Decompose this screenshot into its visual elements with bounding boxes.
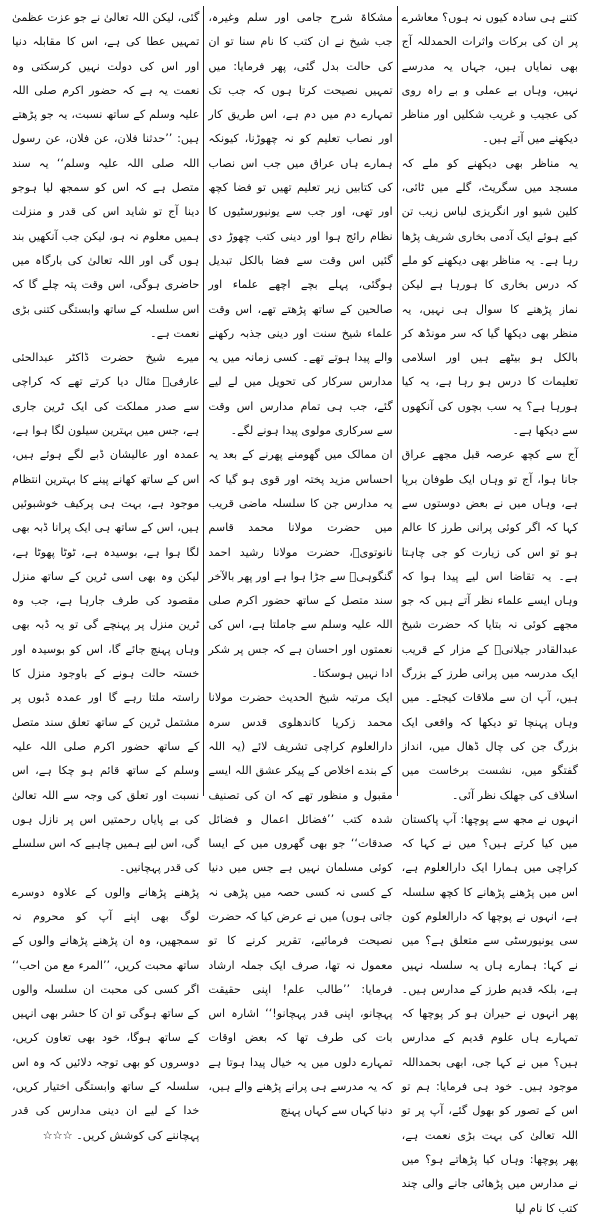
paragraph: یہ مناظر بھی دیکھنے کو ملے کہ مسجد میں سگریٹ، گلے میں ٹائی، کلین شیو اور انگریزی لباس زیب تن کیے ہوئے ایک آدمی بخاری شریف پڑھا رہا ہے۔ یہ مناظر بھی دیکھنے کو ملے کہ درس بخاری کا ہورہا ہے لیکن نماز پڑھنے کا سوال ہی نہیں، یہ منظر بھی دیکھا گیا کہ سر مونڈھ کر بالکل ہو بیٹھے ہیں اور اسلامی تعلیمات کا درس ہو رہا ہے، یہ کیا ہورہا ہے؟ یہ سب بچوں کی آنکھوں سے دیکھا ہے۔ <box>401 156 578 438</box>
paragraph: آج سے کچھ عرصہ قبل مجھے عراق جانا ہوا، آج تو وہاں ایک طوفان برپا ہے، وہاں میں نے بعض دوستوں سے کہا کہ اگر کوئی پرانی طرز کا عالم ہو تو اس کی زیارت کو جی چاہتا ہے۔ یہ تقاضا اس لیے پیدا ہوا کہ وہاں ایسے علماء نظر آتے ہیں کہ جو مجھے کوئی نہ بتایا کہ حضرت شیخ عبدالقادر جیلانیؒ کے مزار کے قریب ایک مدرسہ میں پرانی طرز کے بزرگ ہیں، آپ ان سے ملاقات کیجئے۔ میں وہاں پہنچا تو دیکھا کہ واقعی ایک بزرگ جن کی چال ڈھال میں، انداز گفتگو میں، نشست برخاست میں اسلاف کی جھلک نظر آئی۔ <box>401 448 578 802</box>
paragraph: انہوں نے مجھ سے پوچھا: آپ پاکستان میں کیا کرتے ہیں؟ میں نے کہا کہ کراچی میں ہمارا ایک دارالعلوم ہے، اس میں پڑھنے پڑھانے کا کچھ سلسلہ ہے، انہوں نے پوچھا کہ دارالعلوم کون سی یونیورسٹی سے متعلق ہے؟ میں نے کہا: ہمارے ہاں یہ سلسلہ نہیں ہے، بلکہ قدیم طرز کے مدارس ہیں۔ پھر انہوں نے حیران ہو کر پوچھا کہ تمہارے ہاں علوم قدیم کے مدارس ہیں؟ میں نے کہا جی، ابھی بحمداللہ موجود ہیں۔ خود ہی فرمایا: ہم تو اس کے تصور کو بھول گئے، آپ پر تو اللہ تعالیٰ کی بہت بڑی نعمت ہے، پھر پوچھا: وہاں کیا پڑھاتے ہو؟ میں نے مدارس میں پڑھائی جانے والی چند کتب کا نام لیا <box>401 812 578 1215</box>
paragraph: کتنے ہی سادہ کیوں نہ ہوں؟ معاشرے پر ان کی برکات واثرات الحمدللہ آج بھی نمایاں ہیں، جہاں یہ مدرسے نہیں، وہاں بے عملی و بے راہ روی کی عجیب و غریب شکلیں اور مناظر دیکھنے میں آتے ہیں۔ <box>401 11 578 146</box>
text-column-left <box>8 6 203 1142</box>
paragraph: ان ممالک میں گھومنے پھرنے کے بعد یہ احساس مزید پختہ اور قوی ہو گیا کہ یہ مدارس جن کا سلسلہ ماضی قریب میں حضرت مولانا محمد قاسم نانوتویؒ، حضرت مولانا رشید احمد گنگوہیؒ سے جڑا ہوا ہے اور پھر بالآخر سند متصل کے ساتھ حضور اکرم صلی اللہ علیہ وسلم سے جاملتا ہے، اس کی نعمتوں اور احسان ہے کہ جس پر شکر ادا نہیں ہوسکتا۔ <box>208 448 393 681</box>
paragraph: میرے شیخ حضرت ڈاکٹر عبدالحئی عارفیؒ مثال دیا کرتے تھے کہ کراچی سے صدر مملکت کی ایک ٹرین جاری ہے، جس میں بہترین سیلون لگا ہوا ہے، عمدہ اور عالیشان ڈبے لگے ہوئے ہیں، اس کے ساتھ کھانے پینے کا بہترین انتظام موجود ہے، بہت ہی پرکیف خوشبوئیں ہیں، اس کے ساتھ ہی ایک پرانا ڈبہ بھی لگا ہوا ہے، بوسیدہ ہے، ٹوٹا پھوٹا ہے، لیکن وہ بھی اسی ٹرین کے ساتھ منزل مقصود کی طرف جارہا ہے، جب وہ ٹرین منزل پر پہنچے گی تو یہ ڈبہ بھی وہاں پہنچ جائے گا، اس کو بوسیدہ اور خستہ حالت ہونے کے باوجود منزل کا راستہ ملتا رہے گا اور عمدہ ڈبوں پر مشتمل ٹرین کے ساتھ تعلق سند متصل کے ساتھ حضور اکرم صلی اللہ علیہ وسلم کے ساتھ قائم ہو چکا ہے، اس نسبت اور تعلق کی وجہ سے اللہ تعالیٰ کی بے پایاں رحمتیں اس پر نازل ہوں گی، اس لیے ہمیں چاہیے کہ اس سلسلے کی قدر پہچانیں۔ <box>12 351 200 875</box>
paragraph: مشکاۃ شرح جامی اور سلم وغیرہ، جب شیخ نے ان کتب کا نام سنا تو ان کی حالت بدل گئی، پھر فرمایا: میں تمہیں نصیحت کرتا ہوں کہ جب تک تمہارے دم میں دم ہے، اس طریق کار اور نصاب تعلیم کو نہ چھوڑنا، کیونکہ ہمارے ہاں عراق میں جب اس نصاب کی کتابیں زیر تعلیم تھیں تو فضا کچھ اور تھی، اور جب سے یونیورسٹیوں کا نظام رائج ہوا اور دینی کتب چھوڑ دی گئیں اس وقت سے فضا بالکل تبدیل ہوگئی، پہلے بچے اچھے علماء اور صالحین کے ساتھ پڑھتے تھے، اس وقت علماء شیخ سنت اور دینی جذبہ رکھنے والے پیدا ہوتے تھے۔ کسی زمانہ میں یہ مدارس سرکار کی تحویل میں لے لیے گئے، جب ہی تمام مدارس اس وقت سے سرکاری مولوی پیدا ہونے لگے۔ <box>208 11 393 438</box>
paragraph-text: پڑھنے پڑھانے والوں کے علاوہ دوسرے لوگ بھی اپنے آپ کو محروم نہ سمجھیں، وہ ان پڑھنے پڑھانے والوں کے ساتھ محبت کریں، ’’المرء مع من احب‘‘ اگر کسی کی محبت ان سلسلہ والوں کے ساتھ ہوگی تو ان کا حشر بھی انہیں کے ساتھ ہوگا، خود بھی تعاون کریں، دوسروں کو بھی توجہ دلائیں کہ وہ اس سلسلہ کے ساتھ وابستگی اختیار کریں، خدا کے لیے ان دینی مدارس کی قدر پہچاننے کی کوشش کریں۔ <box>12 885 200 1142</box>
text-column-right <box>398 6 582 1215</box>
text-column-middle <box>204 6 396 1118</box>
end-of-article-mark: ☆☆☆ <box>42 1128 73 1142</box>
paragraph: ایک مرتبہ شیخ الحدیث حضرت مولانا محمد زکریا کاندھلوی قدس سرہ دارالعلوم کراچی تشریف لائے (یہ اللہ کے بندے اخلاص کے پیکر عشق اللہ ایسے مقبول و منظور تھے کہ ان کی تصنیف شدہ کتب ’’فضائل اعمال و فضائل صدقات‘‘ جو بھی گھروں میں کے ایسا کوئی مسلمان نہیں ہے جس میں دنیا کے کسی نہ کسی حصہ میں پڑھی نہ جاتی ہوں) میں نے عرض کیا کہ حضرت نصیحت فرمائیے، تقریر کرنے کا تو معمول نہ تھا، صرف ایک جملہ ارشاد فرمایا: ’’طالب علم! اپنی حقیقت پہچانو، اپنی قدر پہچانو!‘‘ اشارہ اس بات کی طرف تھا کہ بعض اوقات تمہارے دلوں میں یہ خیال پیدا ہوتا ہے کہ یہ مدرسے ہی پرانے پڑھنے والے ہیں، دنیا کہاں سے کہاں پہنچ <box>208 691 393 1118</box>
paragraph <box>12 881 199 1148</box>
paragraph: گئی، لیکن اللہ تعالیٰ نے جو عزت عظمیٰ تمہیں عطا کی ہے، اس کا مقابلہ دنیا اور اس کی دولت نہیں کرسکتی وہ نعمت یہ ہے کہ حضور اکرم صلی اللہ علیہ وسلم کے ساتھ نسبت، یہ جو پڑھتے ہیں: ’’حدثنا فلان، عن فلان، عن رسول اللہ صلی اللہ علیہ وسلم‘‘ یہ سند متصل ہے کہ اس کو سمجھ لیا ہوجو دینا آج تو شاید اس کی قدر و منزلت ہمیں معلوم نہ ہو، لیکن جب آنکھیں بند ہوں گی اور اللہ تعالیٰ کی بارگاہ میں حاضری ہوگی، اس وقت پتہ چلے گا کہ اس سلسلہ کے ساتھ وابستگی کتنی بڑی نعمت ہے۔ <box>12 11 200 340</box>
